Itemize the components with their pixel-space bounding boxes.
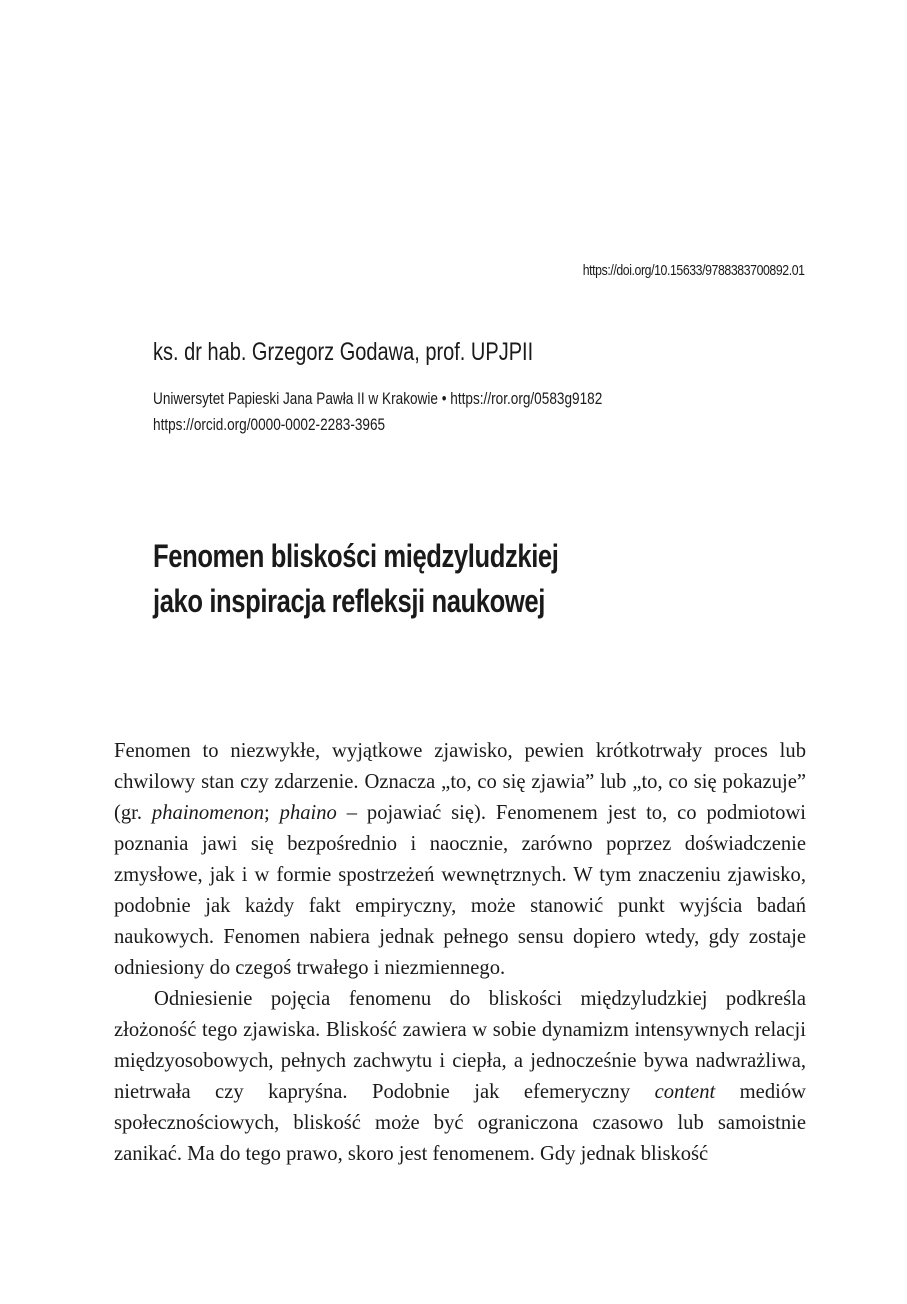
chapter-title-line-1: Fenomen bliskości międzyludzkiej — [153, 538, 559, 574]
term-content: content — [654, 1081, 716, 1103]
paragraph-2-text-a: Odniesienie pojęcia fenomenu do bliskości międzyludzkiej podkreśla złożoność tego zjawiska. Bliskość zawiera w sobie dynamizm intensywnych relacji międzyosobowych, pełnych zachwytu i ciepła, a jednocześnie bywa nadwrażliwa, nietrwała czy kapryśna. Podobnie jak efemeryczny — [114, 988, 806, 1103]
author-name: ks. dr hab. Grzegorz Godawa, prof. UPJPII — [153, 338, 534, 366]
chapter-title-line-2: jako inspiracja refleksji naukowej — [153, 583, 545, 619]
paragraph-2 — [114, 984, 806, 1170]
paragraph-1-text-b: ; — [264, 802, 280, 824]
paragraph-2-text-b: mediów społecznościowych, bliskość może być ograniczona czasowo lub samoistnie zanikać. Ma do tego prawo, skoro jest fenomenem. Gdy jednak bliskość — [114, 1081, 807, 1165]
author-orcid[interactable]: https://orcid.org/0000-0002-2283-3965 — [153, 415, 386, 434]
doi-link[interactable]: https://doi.org/10.15633/9788383700892.01 — [583, 262, 805, 279]
paragraph-1-text-c: – pojawiać się). Fenomenem jest to, co podmiotowi poznania jawi się bezpośrednio i naocznie, zarówno poprzez doświadczenie zmysłowe, jak i w formie spostrzeżeń wewnętrznych. W tym znaczeniu zjawisko, podobnie jak każdy fakt empiryczny, może stanowić punkt wyjścia badań naukowych. Fenomen nabiera jednak pełnego sensu dopiero wtedy, gdy zostaje odniesiony do czegoś trwałego i niezmiennego. — [114, 802, 806, 979]
paragraph-1-text-a: Fenomen to niezwykłe, wyjątkowe zjawisko, pewien krótkotrwały proces lub chwilowy stan czy zdarzenie. Oznacza „to, co się zjawia” lub „to, co się pokazuje” (gr. — [114, 740, 806, 824]
term-phainomenon: phainomenon — [151, 802, 265, 824]
term-phaino: phaino — [279, 802, 337, 824]
author-affiliation: Uniwersytet Papieski Jana Pawła II w Krakowie • https://ror.org/0583g9182 — [153, 389, 603, 408]
author-affiliation-block — [153, 386, 602, 438]
body-text — [114, 736, 806, 1170]
paragraph-1 — [114, 736, 806, 984]
chapter-title — [153, 534, 558, 624]
